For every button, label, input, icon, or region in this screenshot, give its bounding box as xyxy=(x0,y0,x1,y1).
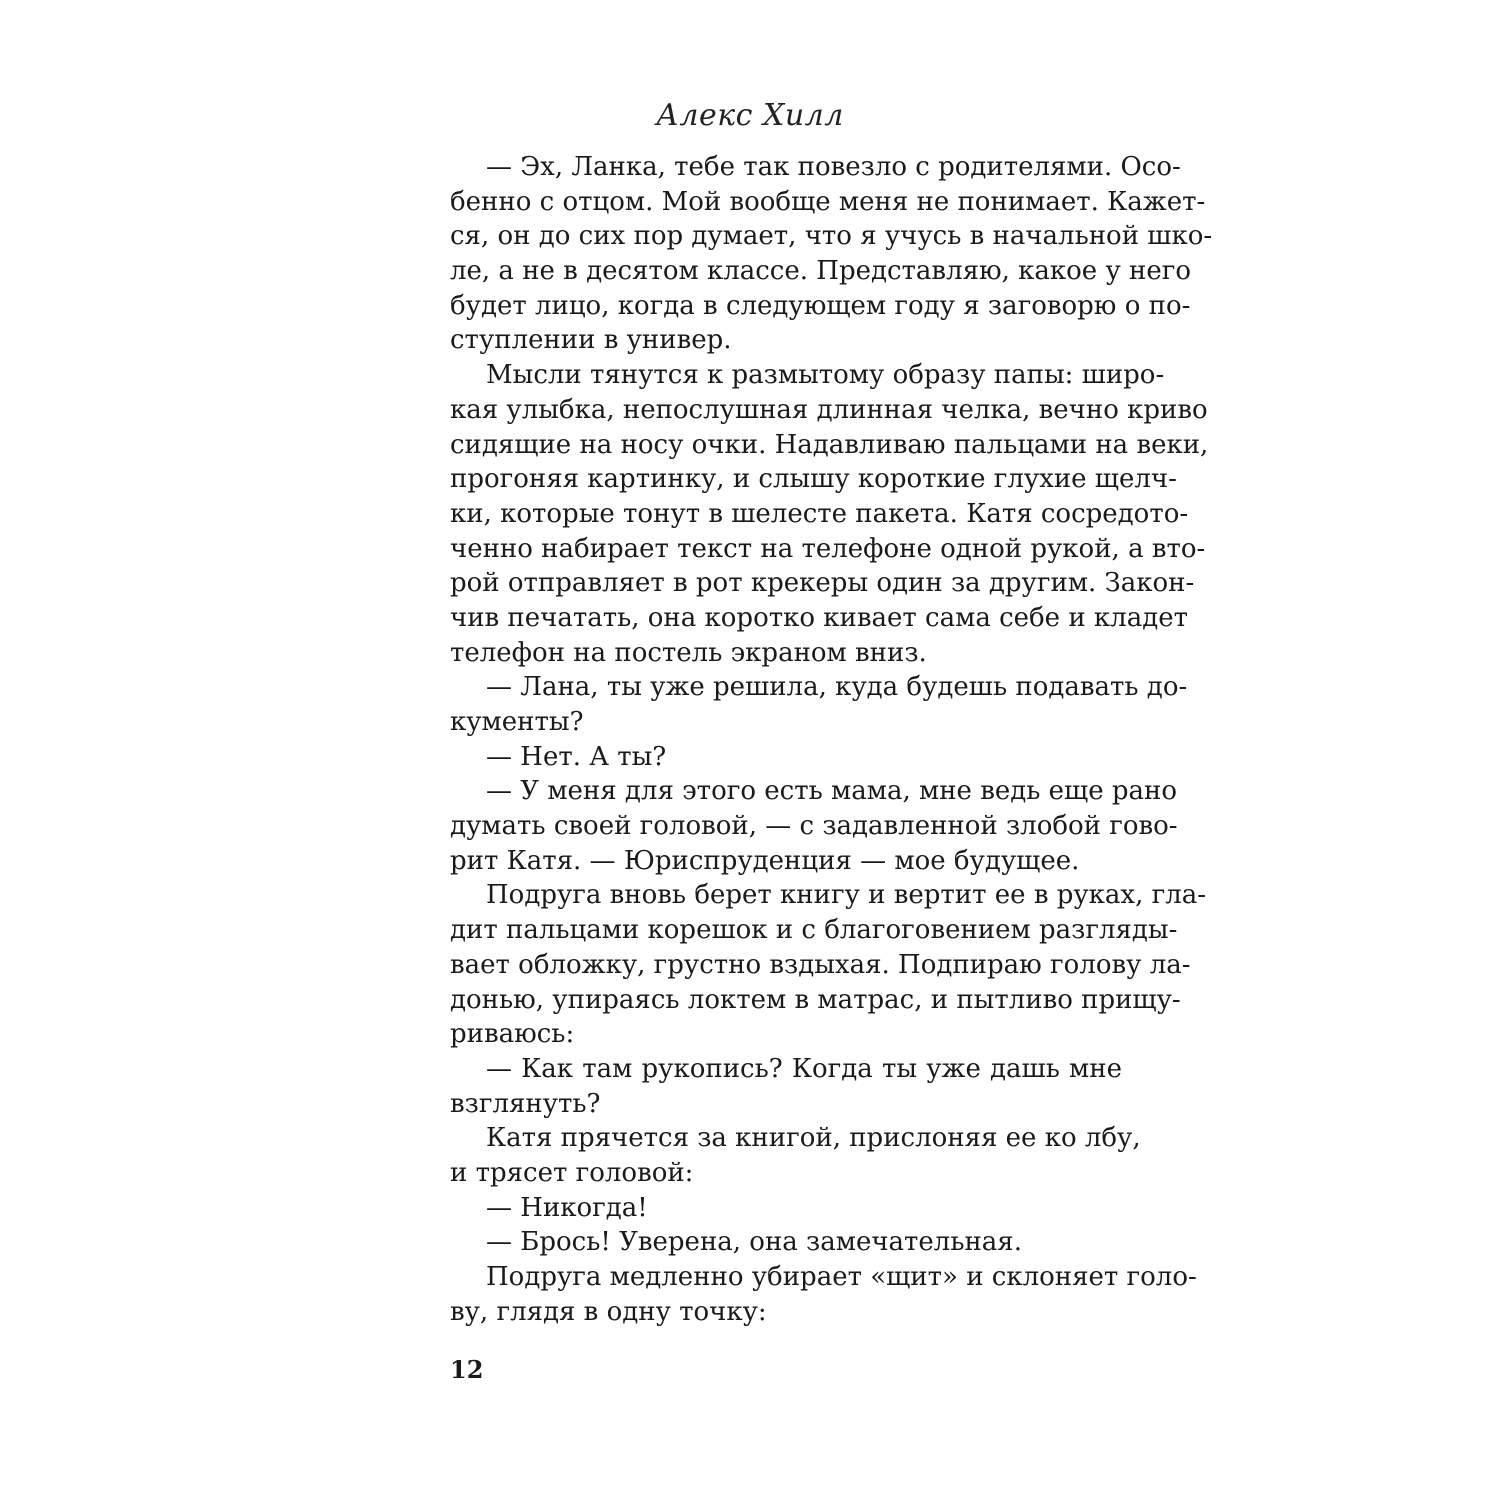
text-line: телефон на постель экраном вниз. xyxy=(450,637,927,668)
text-line: Катя прячется за книгой, прислоняя ее ко лбу, xyxy=(486,1123,1141,1154)
text-line: Подруга медленно убирает «щит» и склоняет голо- xyxy=(486,1262,1197,1292)
text-line: чив печатать, она коротко кивает сама себе и кладет xyxy=(450,602,1188,633)
text-line: Мысли тянутся к размытому образу папы: широ- xyxy=(486,360,1165,391)
text-line: бенно с отцом. Мой вообще меня не понимает. Кажет- xyxy=(450,186,1206,217)
text-line: рой отправляет в рот крекеры один за другим. Закон- xyxy=(450,568,1195,599)
text-line: — У меня для этого есть мама, мне ведь еще рано xyxy=(486,776,1177,807)
text-line: взглянуть? xyxy=(450,1088,601,1119)
text-line: Подруга вновь берет книгу и вертит ее в руках, гла- xyxy=(486,880,1207,911)
page-number: 12 xyxy=(450,1355,484,1384)
text-line: будет лицо, когда в следующем году я заговорю о по- xyxy=(450,290,1191,321)
text-line: кая улыбка, непослушная длинная челка, вечно криво xyxy=(450,394,1208,425)
text-line: ступлении в универ. xyxy=(450,325,732,356)
text-line: — Эх, Ланка, тебе так повезло с родителями. Осо- xyxy=(486,152,1181,182)
text-line: — Как там рукопись? Когда ты уже дашь мне xyxy=(486,1053,1122,1084)
text-line: кументы? xyxy=(450,707,584,737)
text-line: ченно набирает текст на телефоне одной рукой, а вто- xyxy=(450,533,1206,564)
text-line: риваюсь: xyxy=(450,1019,575,1050)
text-line: вает обложку, грустно вздыхая. Подпираю голову ла- xyxy=(450,949,1191,980)
text-line: рит Катя. — Юриспруденция — мое будущее. xyxy=(450,845,1080,876)
text-line: ву, глядя в одну точку: xyxy=(450,1296,767,1327)
text-line: прогоняя картинку, и слышу короткие глухие щелч- xyxy=(450,464,1177,495)
text-line: ки, которые тонут в шелесте пакета. Катя сосредото- xyxy=(450,498,1189,529)
body-text xyxy=(450,150,1213,1329)
text-line: — Нет. А ты? xyxy=(486,741,667,772)
text-line: дит пальцами корешок и с благоговением разгляды- xyxy=(450,915,1178,946)
text-line: — Лана, ты уже решила, куда будешь подавать до- xyxy=(486,672,1188,703)
text-line: ся, он до сих пор думает, что я учусь в начальной шко- xyxy=(450,221,1213,252)
text-line: — Брось! Уверена, она замечательная. xyxy=(486,1227,1022,1258)
text-line: думать своей головой, — с задавленной злобой гово- xyxy=(450,811,1178,842)
text-line: и трясет головой: xyxy=(450,1157,694,1188)
text-line: — Никогда! xyxy=(486,1192,648,1223)
text-line: ле, а не в десятом классе. Представляю, какое у него xyxy=(450,256,1192,287)
text-line: сидящие на носу очки. Надавливаю пальцами на веки, xyxy=(450,429,1209,460)
text-line: донью, упираясь локтем в матрас, и пытливо прищу- xyxy=(450,984,1181,1015)
running-head-author: Алекс Хилл xyxy=(656,98,844,133)
